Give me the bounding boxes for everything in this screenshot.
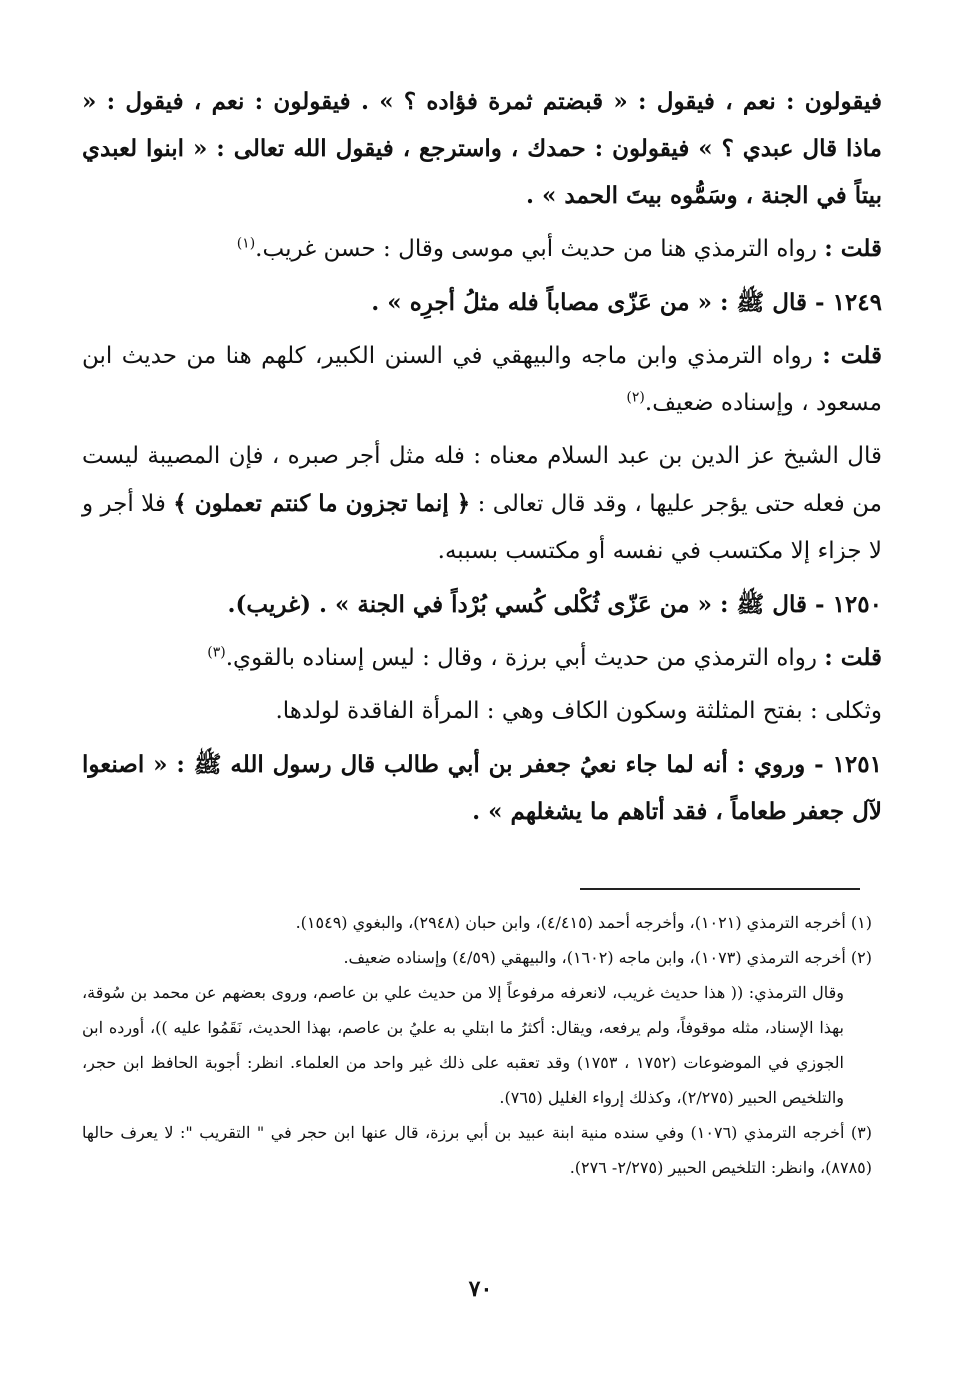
paragraph-6: وثكلى : بفتح المثلثة وسكون الكاف وهي : المرأة الفاقدة لولدها. xyxy=(275,698,882,724)
paragraph-5-text: رواه الترمذي من حديث أبي برزة ، وقال : ليس إسناده بالقوي. xyxy=(225,645,825,671)
hadith-1249: ١٢٤٩ - قال ﷺ : « من عَزّى مصاباً فله مثلُ أجرِه » . xyxy=(371,289,882,316)
main-text xyxy=(82,78,882,835)
hadith-1250: ١٢٥٠ - قال ﷺ : « من عَزّى ثُكْلى كُسي بُرْداً في الجنة » . (غريب). xyxy=(227,591,882,618)
paragraph-5 xyxy=(82,634,882,682)
paragraph-4 xyxy=(82,433,882,575)
footnote-ref-2[interactable]: (٢) xyxy=(626,389,645,406)
qult-label: قلت : xyxy=(824,235,882,262)
footnote-divider xyxy=(580,888,860,890)
footnote-1: (١) أخرجه الترمذي (١٠٢١)، وأخرجه أحمد (٤/٤١٥)، وابن حبان (٢٩٤٨)، والبغوي (١٥٤٩). xyxy=(295,913,872,932)
qult-label: قلت : xyxy=(822,342,882,369)
paragraph-2-text: رواه الترمذي هنا من حديث أبي موسى وقال : حسن غريب. xyxy=(255,236,825,262)
paragraph-3-text: رواه الترمذي وابن ماجه والبيهقي في السنن الكبير، كلهم هنا من حديث ابن مسعود ، وإسناده ضعيف. xyxy=(82,343,882,416)
footnote-ref-1[interactable]: (١) xyxy=(236,235,256,252)
paragraph-4-text-a: قال الشيخ عز الدين بن عبد السلام معناه : فله مثل أجر صبره ، فإن المصيبة ليست من فعله حتى يؤجر عليها ، وقد قال تعالى : xyxy=(82,443,882,517)
quran-quote: ﴿ إنما تجزون ما كنتم تعملون ﴾ xyxy=(173,490,471,517)
footnote-3: (٣) أخرجه الترمذي (١٠٧٦) وفي سنده منية ابنة عبيد بن أبي برزة، قال عنها ابن حجر في " التقريب ": لا يعرف حالها (٨٧٨٥)، وانظر: التلخيص الحبير (٢/٢٧٥- ٢٧٦). xyxy=(82,1123,873,1177)
qult-label: قلت : xyxy=(824,644,882,671)
paragraph-4-text-b: فلا أجر و لا جزاء إلا مكتسب في نفسه أو مكتسب بسببه. xyxy=(82,491,882,564)
paragraph-3 xyxy=(82,332,882,427)
paragraph-2 xyxy=(82,225,882,273)
hadith-1251: ١٢٥١ - وروي : أنه لما جاء نعيُ جعفر بن أبي طالب قال رسول الله ﷺ : « اصنعوا لآل جعفر طعاماً ، فقد أتاهم ما يشغلهم » . xyxy=(82,751,882,825)
paragraph-1: فيقولون : نعم ، فيقول : « قبضتم ثمرة فؤاده ؟ » . فيقولون : نعم ، فيقول : « ماذا قال عبدي ؟ » فيقولون : حمدك ، واسترجع ، فيقول الله تعالى : « ابنوا لعبدي بيتاً في الجنة ، وسَمُّوه بيتَ الحمد » . xyxy=(82,88,882,209)
footnote-ref-3[interactable]: (٣) xyxy=(207,644,226,661)
page-number: ٧٠ xyxy=(468,1276,493,1302)
footnote-2-continued: وقال الترمذي: (( هذا حديث غريب، لانعرفه مرفوعاً إلا من حديث علي بن عاصم، وروى بعضهم عن محمد بن سُوقة، بهذا الإسناد، مثله موقوفاً، ولم يرفعه، ويقال: أكثرُ ما ابتلي به عليُ بن عاصم، بهذا الحديث، نَقَمُوا عليه ))، أورده ابن الجوزي في الموضوعات (١٧٥٢ ، ١٧٥٣) وقد تعقبه على ذلك غير واحد من العلماء. انظر: أجوبة الحافظ ابن حجر، والتلخيص الحبير (٢/٢٧٥)، وكذلك إرواء الغليل (٧٦٥). xyxy=(82,983,845,1107)
footnotes xyxy=(82,905,872,1185)
footnote-2: (٢) أخرجه الترمذي (١٠٧٣)، وابن ماجه (١٦٠٢)، والبيهقي (٤/٥٩) وإسناده ضعيف. xyxy=(343,948,872,967)
